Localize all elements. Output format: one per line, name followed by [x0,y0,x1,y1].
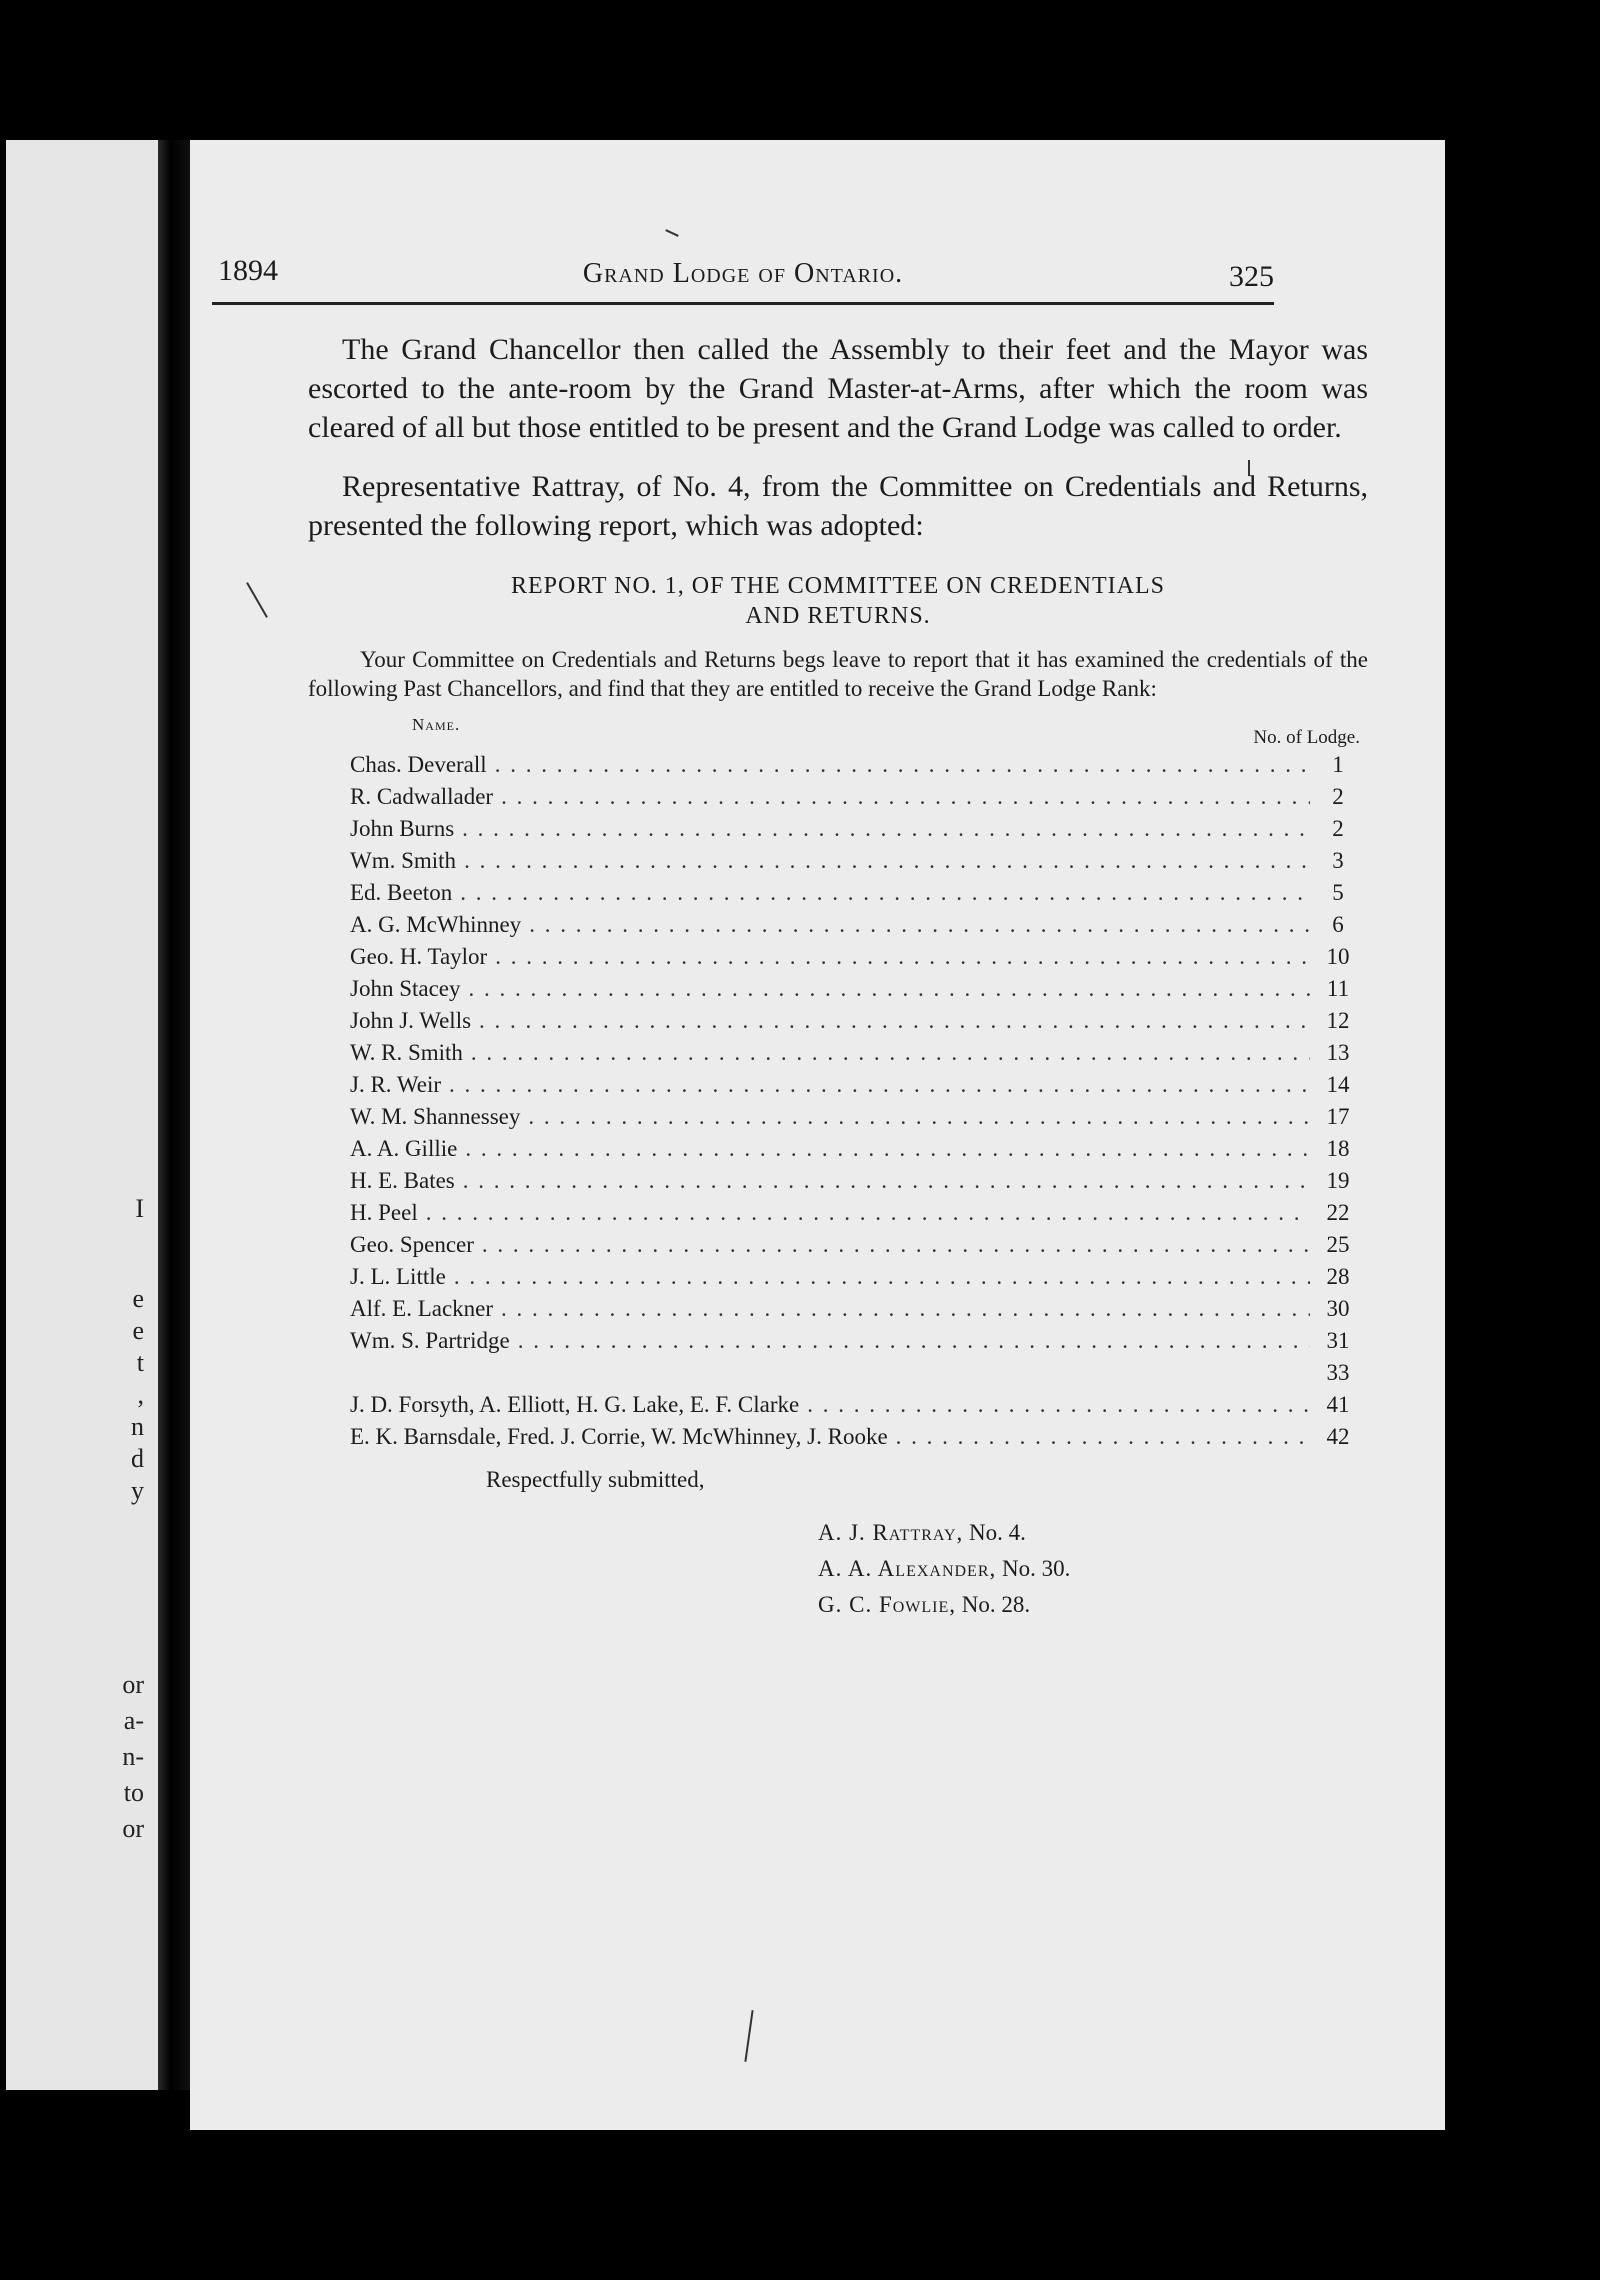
row-lodge: 5 [1332,880,1344,905]
table-row [308,845,1368,877]
row-name: A. A. Gillie [350,1136,458,1161]
row-name: H. E. Bates [350,1168,455,1193]
row-name: Chas. Deverall [350,752,487,777]
row-lodge: 14 [1326,1072,1350,1097]
row-name: Wm. Smith [350,848,457,873]
row-name: W. R. Smith [350,1040,463,1065]
table-row [308,781,1368,813]
report-intro: Your Committee on Credentials and Returns begs leave to report that it has examined the credentials of the following Past Chancellors, and find that they are entitled to receive the Grand Lodge Rank: [308,647,1368,701]
dot-leader [495,941,1310,973]
left-page-fragment: or [122,1670,144,1699]
signatory-name: A. A. Alexander, [818,1556,997,1581]
dot-leader [807,1389,1310,1421]
table-row [308,1421,1368,1453]
dot-leader [501,1293,1310,1325]
pencil-mark-icon [744,2010,753,2062]
row-name: Geo. H. Taylor [350,944,488,969]
row-lodge: 19 [1326,1168,1350,1193]
row-name: J. D. Forsyth, A. Elliott, H. G. Lake, E. F. Clarke [350,1392,800,1417]
signatory-name: A. J. Rattray, [818,1520,964,1545]
row-name: W. M. Shannessey [350,1104,521,1129]
row-lodge: 12 [1326,1008,1350,1033]
header-rule [212,302,1274,305]
table-row [308,1101,1368,1133]
dot-leader [454,1261,1310,1293]
table-row [308,1197,1368,1229]
table-row [308,1357,1368,1389]
page-body [308,330,1368,1623]
row-name: John Stacey [350,976,461,1001]
signature-line [818,1587,1368,1623]
table-row [308,1325,1368,1357]
row-lodge: 30 [1326,1296,1350,1321]
signatory-name: G. C. Fowlie, [818,1592,957,1617]
row-lodge: 41 [1326,1392,1350,1417]
row-lodge: 31 [1326,1328,1350,1353]
dot-leader [518,1325,1310,1357]
paragraph: The Grand Chancellor then called the Assembly to their feet and the Mayor was escorted to the ante-room by the Grand Master-at-Arms, after which the room was cleared of all but those entitled to be present and the Grand Lodge was called to order. [308,333,1368,444]
dot-leader [464,845,1310,877]
dot-leader [465,1133,1310,1165]
dot-leader [482,1229,1310,1261]
row-lodge: 13 [1326,1040,1350,1065]
table-row [308,813,1368,845]
row-lodge: 28 [1326,1264,1350,1289]
row-name: John Burns [350,816,455,841]
row-lodge: 3 [1332,848,1344,873]
column-header-name: Name. [412,715,461,734]
signatures [818,1515,1368,1623]
column-header-lodge: No. of Lodge. [1253,727,1360,748]
row-name: J. R. Weir [350,1072,442,1097]
dot-leader [460,877,1310,909]
row-lodge: 10 [1326,944,1350,969]
row-name: H. Peel [350,1200,418,1225]
report-title-line: REPORT NO. 1, OF THE COMMITTEE ON CREDENTIALS [510,573,1165,599]
table-row [308,1389,1368,1421]
page-number: 325 [1229,260,1274,293]
row-name: R. Cadwallader [350,784,494,809]
dot-leader [479,1005,1310,1037]
left-page-fragment: e [132,1284,144,1313]
row-lodge: 22 [1326,1200,1350,1225]
dot-leader [528,1101,1310,1133]
row-lodge: 6 [1332,912,1344,937]
dot-leader [471,1037,1310,1069]
signatory-number: No. 28. [961,1592,1031,1617]
row-name: A. G. McWhinney [350,912,522,937]
dot-leader [896,1421,1310,1453]
table-row [308,1133,1368,1165]
row-name: Alf. E. Lackner [350,1296,494,1321]
table-row [308,877,1368,909]
left-page-fragment: t [136,1348,144,1377]
table-row [308,1293,1368,1325]
left-page-fragment: or [122,1814,144,1843]
left-page-fragment: , [137,1380,144,1409]
signatory-number: No. 30. [1002,1556,1071,1581]
credentials-table [308,749,1368,1453]
report-title-line: AND RETURNS. [745,603,931,629]
paragraph: Representative Rattray, of No. 4, from the Committee on Credentials and Returns, presented the following report, which was adopted: [308,470,1368,542]
table-row [308,1165,1368,1197]
table-row [308,1069,1368,1101]
left-page-fragment: e [132,1316,144,1345]
table-row [308,749,1368,781]
table-row [308,1005,1368,1037]
signature-line [818,1515,1368,1551]
row-lodge: 11 [1326,976,1350,1001]
table-row [308,1261,1368,1293]
header-year: 1894 [218,254,278,287]
table-header [308,715,1368,749]
report-title [308,571,1368,631]
table-row [308,1037,1368,1069]
left-page-fragment: n- [122,1742,144,1771]
pencil-mark-icon [246,582,268,618]
row-lodge: 42 [1326,1424,1350,1449]
header-title: Grand Lodge of Ontario. [582,258,904,289]
row-lodge: 1 [1332,752,1344,777]
dot-leader [449,1069,1310,1101]
left-page-fragment: n [131,1412,144,1441]
left-page-fragment: to [123,1778,144,1807]
row-lodge: 18 [1326,1136,1350,1161]
table-row [308,1229,1368,1261]
row-name: John J. Wells [350,1008,472,1033]
dot-leader [495,749,1310,781]
signature-line [818,1551,1368,1587]
left-page-fragment: y [131,1476,144,1505]
table-row [308,909,1368,941]
closing-line: Respectfully submitted, [486,1467,705,1492]
dot-leader [463,1165,1310,1197]
book-gutter [158,140,190,2090]
dot-leader [462,813,1310,845]
left-page-fragment: a- [123,1706,144,1735]
row-lodge: 33 [1326,1360,1350,1385]
book-page [190,140,1445,2130]
left-page-edge [0,140,158,2090]
row-name: Ed. Beeton [350,880,453,905]
row-name: E. K. Barnsdale, Fred. J. Corrie, W. McWhinney, J. Rooke [350,1424,888,1449]
speck-mark [665,229,679,237]
dot-leader [469,973,1310,1005]
row-lodge: 2 [1332,816,1344,841]
left-page-fragment: I [135,1194,144,1223]
row-name: Geo. Spencer [350,1232,474,1257]
dot-leader [529,909,1310,941]
dot-leader [426,1197,1310,1229]
row-lodge: 25 [1326,1232,1350,1257]
row-lodge: 17 [1326,1104,1350,1129]
signatory-number: No. 4. [969,1520,1026,1545]
running-header [212,254,1274,314]
left-page-fragment: d [131,1444,144,1473]
table-row [308,941,1368,973]
row-name: Wm. S. Partridge [350,1328,510,1353]
table-row [308,973,1368,1005]
dot-leader [501,781,1310,813]
row-lodge: 2 [1332,784,1344,809]
row-name: J. L. Little [350,1264,446,1289]
